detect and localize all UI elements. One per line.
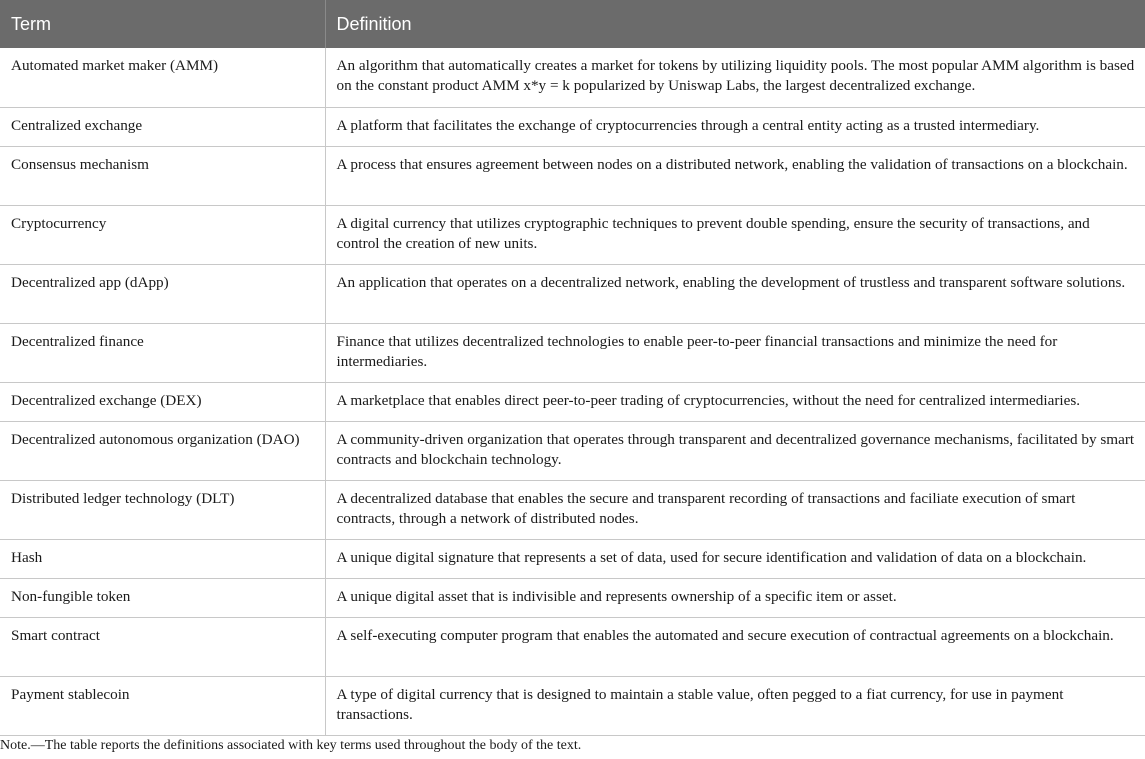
definition-cell: A process that ensures agreement between nodes on a distributed network, enabling the validation of transactions on a blockchain. <box>325 146 1145 205</box>
term-cell: Decentralized app (dApp) <box>0 264 325 323</box>
term-cell: Hash <box>0 539 325 578</box>
definition-cell: An algorithm that automatically creates a market for tokens by utilizing liquidity pools. The most popular AMM algorithm is based on the constant product AMM x*y = k popularized by Uniswap Labs, the largest decentralized exchange. <box>325 48 1145 107</box>
definition-cell: A digital currency that utilizes cryptographic techniques to prevent double spending, ensure the security of transactions, and control the creation of new units. <box>325 205 1145 264</box>
table-row <box>0 107 1145 146</box>
term-cell: Non-fungible token <box>0 578 325 617</box>
table-row <box>0 421 1145 480</box>
definition-cell: A marketplace that enables direct peer-to-peer trading of cryptocurrencies, without the need for centralized intermediaries. <box>325 382 1145 421</box>
table-row <box>0 264 1145 323</box>
definition-cell: A platform that facilitates the exchange of cryptocurrencies through a central entity acting as a trusted intermediary. <box>325 107 1145 146</box>
table-row <box>0 676 1145 735</box>
table-row <box>0 48 1145 107</box>
table-header <box>0 0 1145 48</box>
definition-cell: A self-executing computer program that enables the automated and secure execution of contractual agreements on a blockchain. <box>325 617 1145 676</box>
definition-cell: A type of digital currency that is designed to maintain a stable value, often pegged to a fiat currency, for use in payment transactions. <box>325 676 1145 735</box>
table-row <box>0 539 1145 578</box>
definition-cell: An application that operates on a decentralized network, enabling the development of trustless and transparent software solutions. <box>325 264 1145 323</box>
term-cell: Centralized exchange <box>0 107 325 146</box>
term-cell: Distributed ledger technology (DLT) <box>0 480 325 539</box>
definition-cell: Finance that utilizes decentralized technologies to enable peer-to-peer financial transactions and minimize the need for intermediaries. <box>325 323 1145 382</box>
term-cell: Cryptocurrency <box>0 205 325 264</box>
definition-cell: A decentralized database that enables the secure and transparent recording of transactions and faciliate execution of smart contracts, through a network of distributed nodes. <box>325 480 1145 539</box>
term-cell: Decentralized exchange (DEX) <box>0 382 325 421</box>
term-cell: Consensus mechanism <box>0 146 325 205</box>
term-cell: Automated market maker (AMM) <box>0 48 325 107</box>
table-row <box>0 382 1145 421</box>
header-term: Term <box>0 0 325 48</box>
table-note: Note.—The table reports the definitions associated with key terms used throughout the body of the text. <box>0 738 582 753</box>
header-row <box>0 0 1145 48</box>
definition-cell: A unique digital asset that is indivisible and represents ownership of a specific item or asset. <box>325 578 1145 617</box>
table-row <box>0 480 1145 539</box>
definition-cell: A community-driven organization that operates through transparent and decentralized governance mechanisms, facilitated by smart contracts and blockchain technology. <box>325 421 1145 480</box>
term-cell: Decentralized finance <box>0 323 325 382</box>
term-cell: Smart contract <box>0 617 325 676</box>
table-body <box>0 48 1145 735</box>
table-row <box>0 323 1145 382</box>
definition-cell: A unique digital signature that represents a set of data, used for secure identification and validation of data on a blockchain. <box>325 539 1145 578</box>
header-definition: Definition <box>325 0 1145 48</box>
table-row <box>0 578 1145 617</box>
term-cell: Payment stablecoin <box>0 676 325 735</box>
table-row <box>0 146 1145 205</box>
term-cell: Decentralized autonomous organization (DAO) <box>0 421 325 480</box>
table-row <box>0 617 1145 676</box>
table-row <box>0 205 1145 264</box>
